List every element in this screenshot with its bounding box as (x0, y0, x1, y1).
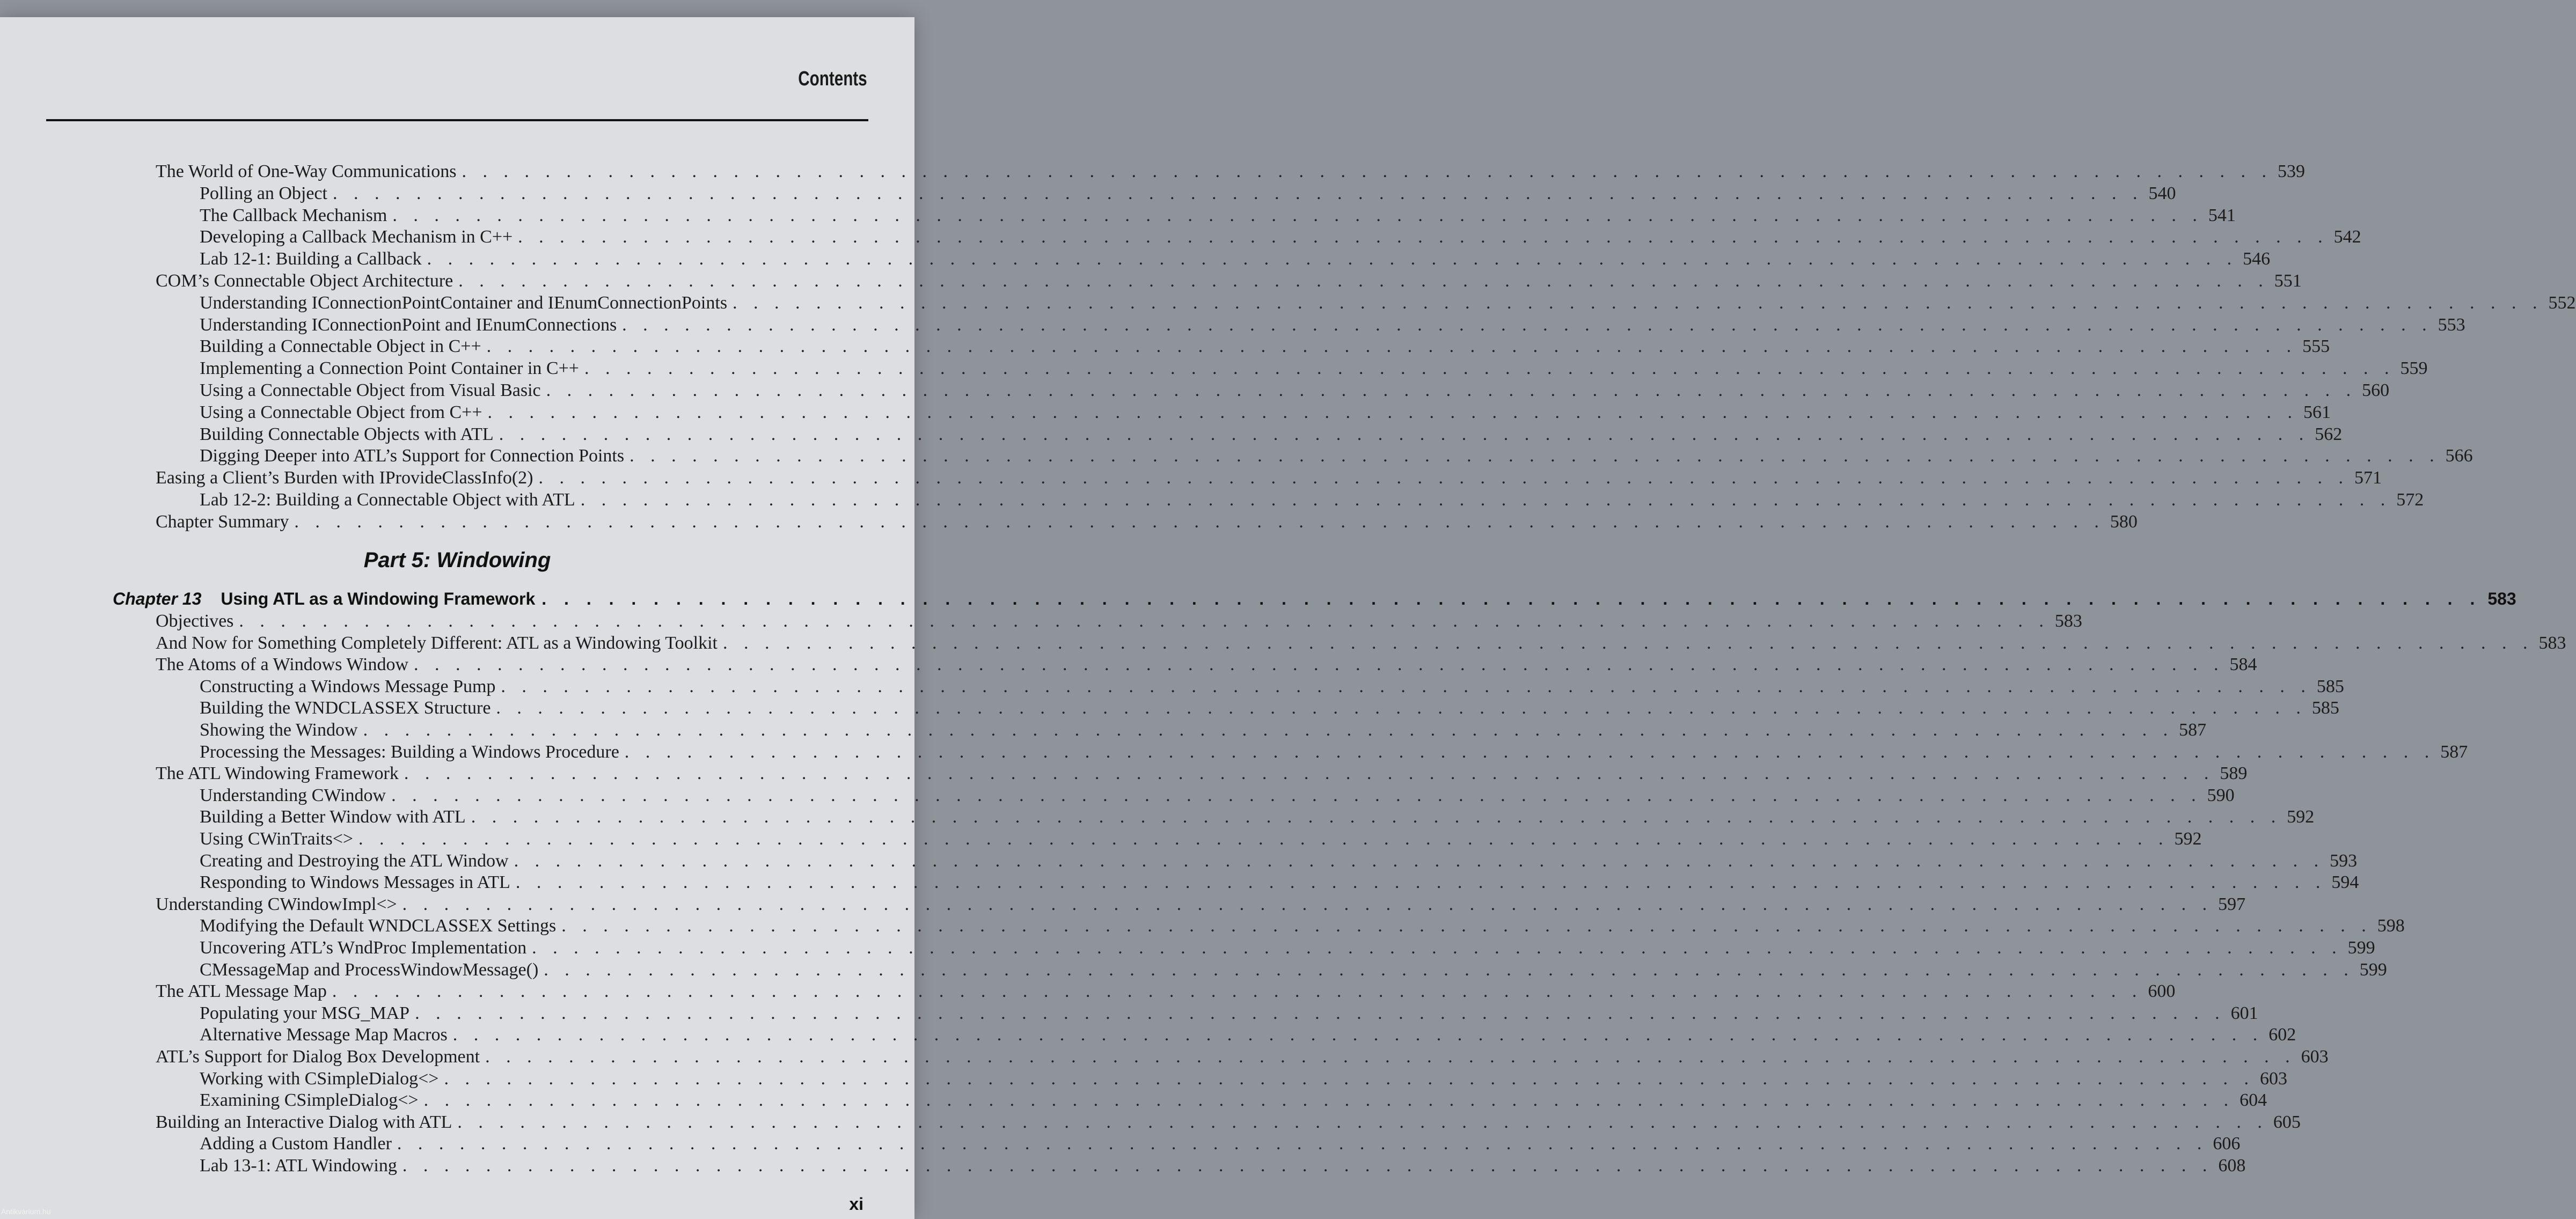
toc-entry (156, 633, 2566, 654)
page-folio: xi (849, 1194, 863, 1214)
toc-entry-title: Building the WNDCLASSEX Structure (200, 698, 491, 718)
toc-entry (200, 937, 2375, 959)
dot-leader: . . . . . . . . . . . . . . . . . . . . . . . . . . . . . . . . . . . . . . . . . . . . . . . . . . . . . . . . . . . . . . . . . . . . . . . . . . . . . . . . . . . . . . . (423, 1090, 2235, 1111)
toc-entry-title: Developing a Callback Mechanism in C++ (200, 227, 513, 247)
dot-leader: . . . . . . . . . . . . . . . . . . . . . . . . . . . . . . . . . . . . . . . . . . . . . . . . . . . . . . . . . . . . . . . . . . . . . . . . . . . . . . . . . . . . . . . (499, 424, 2310, 444)
toc-entry-page: 605 (2273, 1112, 2301, 1132)
toc-entry (200, 828, 2202, 850)
toc-entry (200, 1155, 2246, 1177)
toc-entry-page: 597 (2218, 894, 2246, 914)
toc-entry-title: The ATL Windowing Framework (156, 763, 399, 784)
toc-entry-title: ATL’s Support for Dialog Box Development (156, 1047, 480, 1067)
toc-entry-title: Examining CSimpleDialog<> (200, 1090, 419, 1111)
dot-leader: . . . . . . . . . . . . . . . . . . . . . . . . . . . . . . . . . . . . . . . . . . . . . . . . . . . . . . . . . . . . . . . . . . . . . . . . . . . . . . . . . . . . . . . (471, 807, 2282, 827)
dot-leader: . . . . . . . . . . . . . . . . . . . . . . . . . . . . . . . . . . . . . . . . . . . . . . . . . . . . . . . . . . . . . . . . . . . . . . . . . . . . . . . . . . . . . . . (415, 1003, 2226, 1023)
dot-leader: . . . . . . . . . . . . . . . . . . . . . . . . . . . . . . . . . . . . . . . . . . . . . . . . . . . . . . . . . . . . . . . . . . . . . . . . . . . . . . . . . . . . . . . (239, 611, 2050, 631)
toc-entry-title: The Atoms of a Windows Window (156, 655, 409, 675)
toc-entry-title: Constructing a Windows Message Pump (200, 676, 496, 696)
toc-entry (156, 511, 2138, 533)
dot-leader: . . . . . . . . . . . . . . . . . . . . . . . . . . . . . . . . . . . . . . . . . . . . . . . . . . . . . . . . . . . . . . . . . . . . . . . . . . . . . . . . . . . . . . . (444, 1068, 2255, 1089)
part-title: Part 5: Windowing (363, 548, 551, 572)
toc-entry-page: 589 (2220, 763, 2248, 784)
dot-leader: . . . . . . . . . . . . . . . . . . . . . . . . . . . . . . . . . . . . . . . . . . . . . . . . . . . . . . . . . . . . . . . . . . . . . . . . . . . . . . . . . . . . . . . (733, 292, 2543, 313)
toc-entry-page: 602 (2268, 1025, 2296, 1045)
toc-entry (200, 697, 2339, 719)
toc-entry-page: 559 (2400, 358, 2428, 379)
toc-entry-title: Uncovering ATL’s WndProc Implementation (200, 938, 527, 958)
toc-entry (156, 1112, 2301, 1133)
dot-leader: . . . . . . . . . . . . . . . . . . . . . . . . . . . . . . . . . . . . . . . . . . . . . . . . . . . . . . . . . . . . . . . . . . . . . . . . . . . . . . . . . . . . . . . (541, 589, 2482, 608)
toc-entry (200, 248, 2271, 270)
toc-entry-page: 598 (2377, 916, 2405, 936)
toc-entry-title: Understanding CWindowImpl<> (156, 894, 397, 914)
toc-entry (200, 183, 2176, 204)
toc-entry-page: 585 (2316, 676, 2344, 696)
toc-entry-title: Understanding IConnectionPointContainer and IEnumConnectionPoints (200, 292, 728, 313)
toc-entry-page: 553 (2438, 314, 2465, 335)
toc-entry (200, 872, 2359, 893)
dot-leader: . . . . . . . . . . . . . . . . . . . . . . . . . . . . . . . . . . . . . . . . . . . . . . . . . . . . . . . . . . . . . . . . . . . . . . . . . . . . . . . . . . . . . . . (501, 676, 2311, 696)
dot-leader: . . . . . . . . . . . . . . . . . . . . . . . . . . . . . . . . . . . . . . . . . . . . . . . . . . . . . . . . . . . . . . . . . . . . . . . . . . . . . . . . . . . . . . . (332, 981, 2143, 1002)
dot-leader: . . . . . . . . . . . . . . . . . . . . . . . . . . . . . . . . . . . . . . . . . . . . . . . . . . . . . . . . . . . . . . . . . . . . . . . . . . . . . . . . . . . . . . . (518, 227, 2329, 247)
toc-entry-title: Understanding CWindow (200, 785, 386, 805)
dot-leader: . . . . . . . . . . . . . . . . . . . . . . . . . . . . . . . . . . . . . . . . . . . . . . . . . . . . . . . . . . . . . . . . . . . . . . . . . . . . . . . . . . . . . . . (624, 741, 2435, 762)
toc-entry-title: Adding a Custom Handler (200, 1134, 392, 1154)
dot-leader: . . . . . . . . . . . . . . . . . . . . . . . . . . . . . . . . . . . . . . . . . . . . . . . . . . . . . . . . . . . . . . . . . . . . . . . . . . . . . . . . . . . . . . . (294, 511, 2105, 532)
toc-entry (200, 1090, 2267, 1111)
toc-entry-title: Alternative Message Map Macros (200, 1025, 448, 1045)
chapter-title: Using ATL as a Windowing Framework (221, 589, 536, 608)
toc-entry-page: 583 (2054, 611, 2082, 631)
toc-entry-page: 603 (2301, 1047, 2329, 1067)
dot-leader: . . . . . . . . . . . . . . . . . . . . . . . . . . . . . . . . . . . . . . . . . . . . . . . . . . . . . . . . . . . . . . . . . . . . . . . . . . . . . . . . . . . . . . . (358, 829, 2169, 849)
toc-entry-page: 587 (2440, 741, 2468, 762)
toc-entry-page: 603 (2260, 1068, 2287, 1089)
dot-leader: . . . . . . . . . . . . . . . . . . . . . . . . . . . . . . . . . . . . . . . . . . . . . . . . . . . . . . . . . . . . . . . . . . . . . . . . . . . . . . . . . . . . . . . (404, 763, 2215, 784)
toc-entry (200, 358, 2428, 379)
toc-entry (200, 850, 2358, 872)
toc-entry-page: 561 (2303, 402, 2331, 422)
toc-entry-page: 540 (2148, 183, 2176, 203)
running-head: Contents (798, 68, 867, 90)
toc-entry (200, 1003, 2258, 1024)
dot-leader: . . . . . . . . . . . . . . . . . . . . . . . . . . . . . . . . . . . . . . . . . . . . . . . . . . . . . . . . . . . . . . . . . . . . . . . . . . . . . . . . . . . . . . . (402, 894, 2213, 914)
toc-entry-title: Showing the Window (200, 720, 358, 740)
dot-leader: . . . . . . . . . . . . . . . . . . . . . . . . . . . . . . . . . . . . . . . . . . . . . . . . . . . . . . . . . . . . . . . . . . . . . . . . . . . . . . . . . . . . . . . (496, 698, 2307, 718)
toc-entry-page: 601 (2230, 1003, 2258, 1023)
toc-entry (200, 959, 2387, 981)
toc-entry (156, 161, 2305, 182)
chapter-heading (113, 588, 2516, 610)
dot-leader: . . . . . . . . . . . . . . . . . . . . . . . . . . . . . . . . . . . . . . . . . . . . . . . . . . . . . . . . . . . . . . . . . . . . . . . . . . . . . . . . . . . . . . . (515, 872, 2326, 893)
toc-entry (200, 402, 2331, 423)
toc-entry (200, 424, 2343, 445)
toc-entry (156, 1046, 2329, 1068)
dot-leader: . . . . . . . . . . . . . . . . . . . . . . . . . . . . . . . . . . . . . . . . . . . . . . . . . . . . . . . . . . . . . . . . . . . . . . . . . . . . . . . . . . . . . . . (487, 402, 2299, 422)
toc-entry (200, 1024, 2296, 1046)
toc-entry (200, 785, 2235, 806)
dot-leader: . . . . . . . . . . . . . . . . . . . . . . . . . . . . . . . . . . . . . . . . . . . . . . . . . . . . . . . . . . . . . . . . . . . . . . . . . . . . . . . . . . . . . . . (397, 1134, 2208, 1154)
toc-entry (156, 763, 2248, 784)
toc-entry (200, 676, 2344, 697)
dot-leader: . . . . . . . . . . . . . . . . . . . . . . . . . . . . . . . . . . . . . . . . . . . . . . . . . . . . . . . . . . . . . . . . . . . . . . . . . . . . . . . . . . . . . . . (546, 380, 2357, 400)
toc-entry-title: COM’s Connectable Object Architecture (156, 271, 453, 291)
toc-entry-page: 571 (2354, 468, 2382, 488)
toc-entry-title: Lab 13-1: ATL Windowing (200, 1156, 397, 1176)
toc-entry-title: Populating your MSG_MAP (200, 1003, 410, 1023)
dot-leader: . . . . . . . . . . . . . . . . . . . . . . . . . . . . . . . . . . . . . . . . . . . . . . . . . . . . . . . . . . . . . . . . . . . . . . . . . . . . . . . . . . . . . . . (427, 249, 2238, 269)
toc-entry-page: 546 (2243, 249, 2271, 269)
toc-entry (156, 467, 2382, 489)
dot-leader: . . . . . . . . . . . . . . . . . . . . . . . . . . . . . . . . . . . . . . . . . . . . . . . . . . . . . . . . . . . . . . . . . . . . . . . . . . . . . . . . . . . . . . . (538, 468, 2350, 488)
toc-entry-title: Building a Connectable Object in C++ (200, 336, 481, 357)
toc-entry (200, 445, 2473, 467)
dot-leader: . . . . . . . . . . . . . . . . . . . . . . . . . . . . . . . . . . . . . . . . . . . . . . . . . . . . . . . . . . . . . . . . . . . . . . . . . . . . . . . . . . . . . . . (630, 446, 2440, 466)
toc-entry (156, 894, 2246, 915)
toc-entry-page: 584 (2229, 655, 2257, 675)
toc-entry-title: Using CWinTraits<> (200, 829, 354, 849)
toc-entry-page: 562 (2315, 424, 2343, 444)
toc-entry-page: 592 (2174, 829, 2202, 849)
toc-entry (156, 654, 2257, 675)
toc-entry-title: The ATL Message Map (156, 981, 327, 1002)
toc-entry-title: Understanding IConnectionPoint and IEnumConnections (200, 314, 617, 335)
toc-entry-title: Using a Connectable Object from C++ (200, 402, 482, 422)
toc-entry (200, 489, 2424, 511)
toc-entry-title: Chapter Summary (156, 511, 289, 532)
toc-entry-page: 552 (2548, 292, 2576, 313)
toc-entry (200, 741, 2468, 763)
chapter-number: Chapter 13 (113, 589, 202, 608)
toc-entry-page: 566 (2445, 446, 2473, 466)
toc-entry (156, 270, 2302, 292)
dot-leader: . . . . . . . . . . . . . . . . . . . . . . . . . . . . . . . . . . . . . . . . . . . . . . . . . . . . . . . . . . . . . . . . . . . . . . . . . . . . . . . . . . . . . . . (458, 271, 2269, 291)
toc-entry-page: 542 (2333, 227, 2361, 247)
toc-entry-page: 585 (2311, 698, 2339, 718)
toc-entry-page: 599 (2347, 938, 2375, 958)
toc-entry-page: 592 (2287, 807, 2315, 827)
toc-entry (156, 611, 2082, 632)
toc-entry-page: 551 (2274, 271, 2302, 291)
toc-entry-title: Building an Interactive Dialog with ATL (156, 1112, 452, 1132)
dot-leader: . . . . . . . . . . . . . . . . . . . . . . . . . . . . . . . . . . . . . . . . . . . . . . . . . . . . . . . . . . . . . . . . . . . . . . . . . . . . . . . . . . . . . . . (462, 161, 2272, 181)
watermark: Antikvárium.hu (1, 1207, 51, 1216)
toc-entry-title: Lab 12-1: Building a Callback (200, 249, 422, 269)
dot-leader: . . . . . . . . . . . . . . . . . . . . . . . . . . . . . . . . . . . . . . . . . . . . . . . . . . . . . . . . . . . . . . . . . . . . . . . . . . . . . . . . . . . . . . . (584, 358, 2395, 379)
dot-leader: . . . . . . . . . . . . . . . . . . . . . . . . . . . . . . . . . . . . . . . . . . . . . . . . . . . . . . . . . . . . . . . . . . . . . . . . . . . . . . . . . . . . . . . (332, 183, 2143, 203)
dot-leader: . . . . . . . . . . . . . . . . . . . . . . . . . . . . . . . . . . . . . . . . . . . . . . . . . . . . . . . . . . . . . . . . . . . . . . . . . . . . . . . . . . . . . . . (457, 1112, 2268, 1132)
toc-entry (200, 915, 2405, 937)
dot-leader: . . . . . . . . . . . . . . . . . . . . . . . . . . . . . . . . . . . . . . . . . . . . . . . . . . . . . . . . . . . . . . . . . . . . . . . . . . . . . . . . . . . . . . . (392, 205, 2203, 225)
toc-entry-page: 583 (2538, 633, 2566, 653)
dot-leader: . . . . . . . . . . . . . . . . . . . . . . . . . . . . . . . . . . . . . . . . . . . . . . . . . . . . . . . . . . . . . . . . . . . . . . . . . . . . . . . . . . . . . . . (452, 1025, 2264, 1045)
dot-leader: . . . . . . . . . . . . . . . . . . . . . . . . . . . . . . . . . . . . . . . . . . . . . . . . . . . . . . . . . . . . . . . . . . . . . . . . . . . . . . . . . . . . . . . (514, 850, 2325, 871)
toc-entry-page: 600 (2148, 981, 2176, 1002)
toc-entry-title: Digging Deeper into ATL’s Support for Connection Points (200, 446, 625, 466)
toc-entry (200, 1068, 2287, 1090)
dot-leader: . . . . . . . . . . . . . . . . . . . . . . . . . . . . . . . . . . . . . . . . . . . . . . . . . . . . . . . . . . . . . . . . . . . . . . . . . . . . . . . . . . . . . . . (363, 720, 2174, 740)
toc-entry-page: 593 (2330, 850, 2358, 871)
toc-entry-title: CMessageMap and ProcessWindowMessage() (200, 959, 539, 980)
toc-entry-title: Using a Connectable Object from Visual Basic (200, 380, 541, 400)
dot-leader: . . . . . . . . . . . . . . . . . . . . . . . . . . . . . . . . . . . . . . . . . . . . . . . . . . . . . . . . . . . . . . . . . . . . . . . . . . . . . . . . . . . . . . . (402, 1156, 2213, 1176)
toc-entry-page: 594 (2331, 872, 2359, 893)
toc-entry-page: 590 (2207, 785, 2235, 805)
dot-leader: . . . . . . . . . . . . . . . . . . . . . . . . . . . . . . . . . . . . . . . . . . . . . . . . . . . . . . . . . . . . . . . . . . . . . . . . . . . . . . . . . . . . . . . (414, 655, 2224, 675)
toc-entry (200, 719, 2207, 741)
toc-entry-page: 539 (2277, 161, 2305, 181)
toc-entry (200, 314, 2465, 336)
toc-entry-page: 572 (2396, 490, 2424, 510)
toc-entry-title: The Callback Mechanism (200, 205, 387, 225)
toc-entry-page: 560 (2362, 380, 2390, 400)
toc-entry-title: Polling an Object (200, 183, 327, 203)
toc-entry-page: 606 (2213, 1134, 2241, 1154)
toc-entry-page: 580 (2110, 511, 2138, 532)
dot-leader: . . . . . . . . . . . . . . . . . . . . . . . . . . . . . . . . . . . . . . . . . . . . . . . . . . . . . . . . . . . . . . . . . . . . . . . . . . . . . . . . . . . . . . . (532, 938, 2343, 958)
dot-leader: . . . . . . . . . . . . . . . . . . . . . . . . . . . . . . . . . . . . . . . . . . . . . . . . . . . . . . . . . . . . . . . . . . . . . . . . . . . . . . . . . . . . . . . (391, 785, 2202, 805)
toc-entry-title: And Now for Something Completely Different: ATL as a Windowing Toolkit (156, 633, 718, 653)
book-page (0, 17, 2576, 1219)
toc-entry-title: Processing the Messages: Building a Windows Procedure (200, 741, 619, 762)
header-rule (46, 119, 868, 121)
dot-leader: . . . . . . . . . . . . . . . . . . . . . . . . . . . . . . . . . . . . . . . . . . . . . . . . . . . . . . . . . . . . . . . . . . . . . . . . . . . . . . . . . . . . . . . (544, 959, 2354, 980)
toc-entry (200, 1133, 2241, 1155)
toc-entry (200, 292, 2576, 314)
dot-leader: . . . . . . . . . . . . . . . . . . . . . . . . . . . . . . . . . . . . . . . . . . . . . . . . . . . . . . . . . . . . . . . . . . . . . . . . . . . . . . . . . . . . . . . (485, 1047, 2296, 1067)
toc-entry (200, 226, 2361, 248)
dot-leader: . . . . . . . . . . . . . . . . . . . . . . . . . . . . . . . . . . . . . . . . . . . . . . . . . . . . . . . . . . . . . . . . . . . . . . . . . . . . . . . . . . . . . . . (580, 490, 2391, 510)
toc-entry (200, 380, 2390, 401)
toc-entry (200, 806, 2315, 828)
toc-entry-title: Working with CSimpleDialog<> (200, 1068, 439, 1089)
toc-entry-title: Creating and Destroying the ATL Window (200, 850, 509, 871)
toc-entry-title: Modifying the Default WNDCLASSEX Settings (200, 916, 557, 936)
toc-entry-page: 599 (2359, 959, 2387, 980)
toc-entry-title: Implementing a Connection Point Container in C++ (200, 358, 579, 379)
dot-leader: . . . . . . . . . . . . . . . . . . . . . . . . . . . . . . . . . . . . . . . . . . . . . . . . . . . . . . . . . . . . . . . . . . . . . . . . . . . . . . . . . . . . . . . (561, 916, 2372, 936)
dot-leader: . . . . . . . . . . . . . . . . . . . . . . . . . . . . . . . . . . . . . . . . . . . . . . . . . . . . . . . . . . . . . . . . . . . . . . . . . . . . . . . . . . . . . . . (486, 336, 2297, 357)
toc-entry (156, 981, 2176, 1002)
toc-entry (200, 336, 2330, 357)
toc-entry (200, 205, 2236, 226)
toc-entry-title: Responding to Windows Messages in ATL (200, 872, 510, 893)
toc-entry-title: Easing a Client’s Burden with IProvideClassInfo(2) (156, 468, 533, 488)
dot-leader: . . . . . . . . . . . . . . . . . . . . . . . . . . . . . . . . . . . . . . . . . . . . . . . . . . . . . . . . . . . . . . . . . . . . . . . . . . . . . . . . . . . . . . . (622, 314, 2433, 335)
dot-leader: . . . . . . . . . . . . . . . . . . . . . . . . . . . . . . . . . . . . . . . . . . . . . . . . . . . . . . . . . . . . . . . . . . . . . . . . . . . . . . . . . . . . . . . (723, 633, 2534, 653)
toc-entry-title: Building a Better Window with ATL (200, 807, 466, 827)
chapter-page: 583 (2487, 589, 2516, 608)
toc-entry-page: 555 (2302, 336, 2330, 357)
toc-entry-title: The World of One-Way Communications (156, 161, 457, 181)
toc-entry-title: Lab 12-2: Building a Connectable Object with ATL (200, 490, 575, 510)
toc-entry-title: Objectives (156, 611, 234, 631)
toc-entry-page: 604 (2240, 1090, 2267, 1111)
toc-entry-page: 608 (2218, 1156, 2246, 1176)
toc-entry-page: 541 (2208, 205, 2236, 225)
toc-entry-title: Building Connectable Objects with ATL (200, 424, 494, 444)
toc-entry-page: 587 (2179, 720, 2207, 740)
